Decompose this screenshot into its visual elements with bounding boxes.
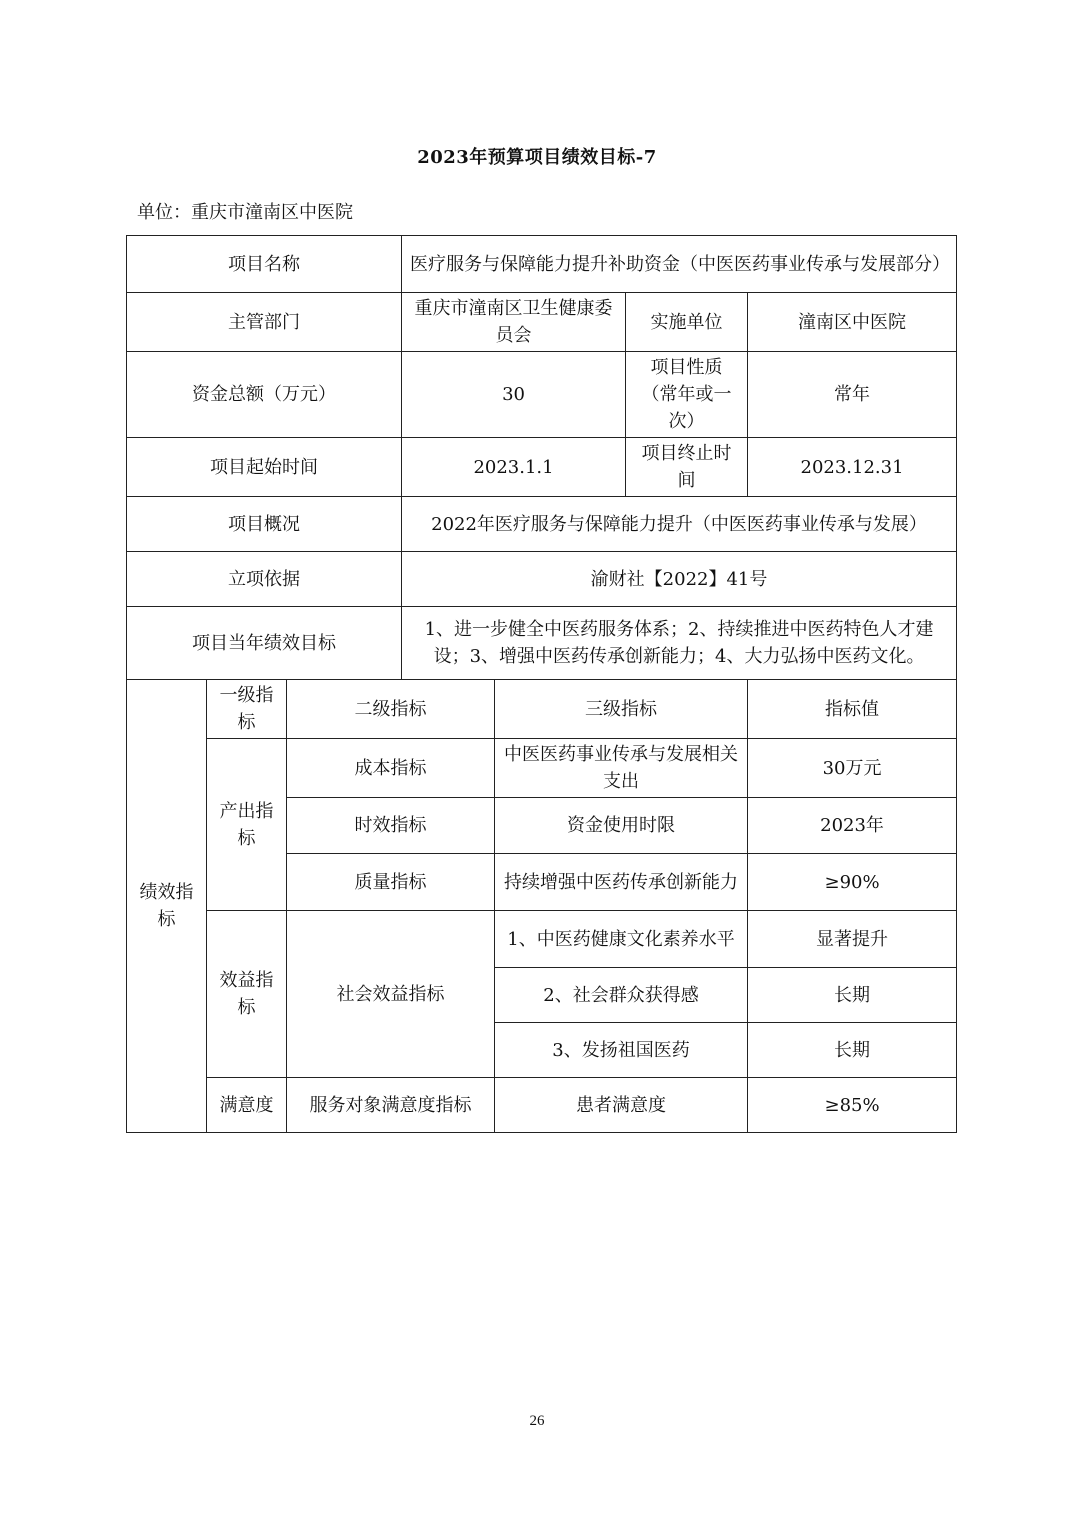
output-label: 产出指标 (207, 739, 287, 911)
perf-header-row (127, 680, 957, 739)
page-title: 2023年预算项目绩效目标-7 (417, 147, 657, 168)
basis-value: 渝财社【2022】41号 (402, 552, 957, 607)
output-level3: 持续增强中医药传承创新能力 (495, 854, 748, 911)
end-value: 2023.12.31 (748, 438, 957, 497)
nature-value: 常年 (748, 352, 957, 438)
overview-value: 2022年医疗服务与保障能力提升（中医医药事业传承与发展） (402, 497, 957, 552)
project-name-label: 项目名称 (127, 236, 402, 293)
dept-value: 重庆市潼南区卫生健康委员会 (402, 293, 626, 352)
dept-label: 主管部门 (127, 293, 402, 352)
benefit-level3: 3、发扬祖国医药 (495, 1023, 748, 1078)
benefit-level3: 2、社会群众获得感 (495, 968, 748, 1023)
benefit-level3: 1、中医药健康文化素养水平 (495, 911, 748, 968)
start-label: 项目起始时间 (127, 438, 402, 497)
satisfaction-value: ≥85% (748, 1078, 957, 1133)
benefit-level2: 社会效益指标 (287, 911, 495, 1078)
header-level3: 三级指标 (495, 680, 748, 739)
page-number: 26 (529, 1413, 545, 1429)
fund-value: 30 (402, 352, 626, 438)
row-project-name (127, 236, 957, 293)
impl-value: 潼南区中医院 (748, 293, 957, 352)
output-level3: 中医医药事业传承与发展相关支出 (495, 739, 748, 798)
row-overview (127, 497, 957, 552)
table-row (127, 911, 957, 968)
header-value: 指标值 (748, 680, 957, 739)
row-goal (127, 607, 957, 680)
benefit-label: 效益指标 (207, 911, 287, 1078)
basis-label: 立项依据 (127, 552, 402, 607)
nature-label: 项目性质（常年或一次） (626, 352, 748, 438)
row-dates (127, 438, 957, 497)
satisfaction-level2: 服务对象满意度指标 (287, 1078, 495, 1133)
overview-label: 项目概况 (127, 497, 402, 552)
satisfaction-level1: 满意度 (207, 1078, 287, 1133)
impl-label: 实施单位 (626, 293, 748, 352)
table-row (127, 1078, 957, 1133)
header-level2: 二级指标 (287, 680, 495, 739)
output-value: 30万元 (748, 739, 957, 798)
performance-table (126, 235, 957, 1133)
satisfaction-level3: 患者满意度 (495, 1078, 748, 1133)
output-level3: 资金使用时限 (495, 798, 748, 854)
start-value: 2023.1.1 (402, 438, 626, 497)
fund-label: 资金总额（万元） (127, 352, 402, 438)
benefit-value: 长期 (748, 1023, 957, 1078)
unit-line: 单位：重庆市潼南区中医院 (137, 202, 353, 223)
goal-value: 1、进一步健全中医药服务体系；2、持续推进中医药特色人才建设；3、增强中医药传承创新能力；4、大力弘扬中医药文化。 (402, 607, 957, 680)
benefit-value: 长期 (748, 968, 957, 1023)
output-level2: 时效指标 (287, 798, 495, 854)
goal-label: 项目当年绩效目标 (127, 607, 402, 680)
table-row (127, 739, 957, 798)
output-level2: 质量指标 (287, 854, 495, 911)
project-name-value: 医疗服务与保障能力提升补助资金（中医医药事业传承与发展部分） (402, 236, 957, 293)
benefit-value: 显著提升 (748, 911, 957, 968)
output-level2: 成本指标 (287, 739, 495, 798)
row-dept (127, 293, 957, 352)
perf-group-label: 绩效指标 (127, 680, 207, 1133)
end-label: 项目终止时间 (626, 438, 748, 497)
output-value: ≥90% (748, 854, 957, 911)
row-basis (127, 552, 957, 607)
output-value: 2023年 (748, 798, 957, 854)
row-fund (127, 352, 957, 438)
header-level1: 一级指标 (207, 680, 287, 739)
